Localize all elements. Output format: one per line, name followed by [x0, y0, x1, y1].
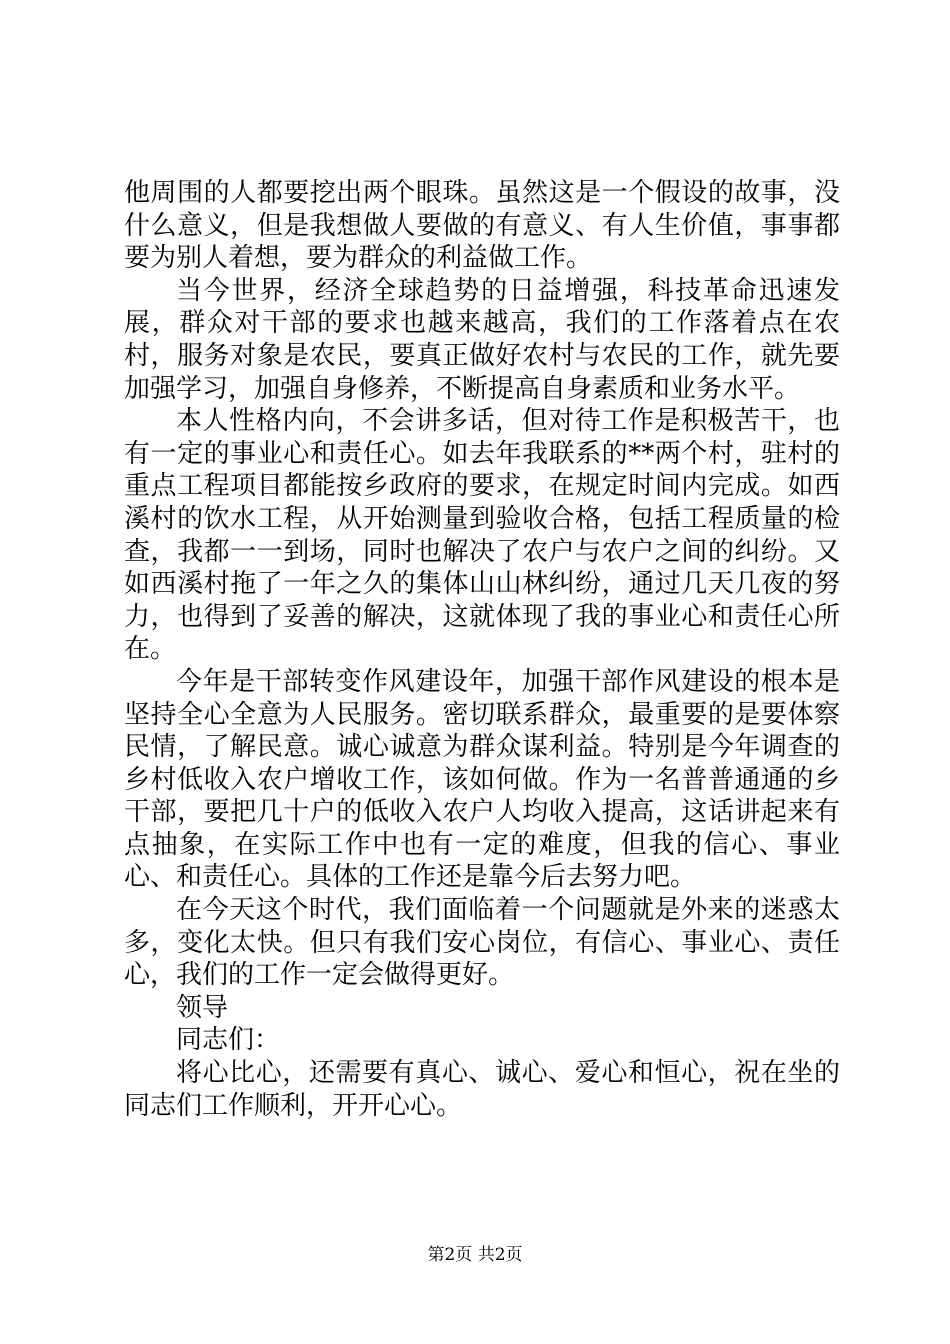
- closing-paragraph: 将心比心，还需要有真心、诚心、爱心和恒心，祝在坐的同志们工作顺利，开开心心。: [124, 1058, 840, 1121]
- document-body: [124, 177, 840, 1122]
- paragraph-2: 当今世界，经济全球趋势的日益增强，科技革命迅速发展，群众对干部的要求也越来越高，我们的工作落着点在农村，服务对象是农民，要真正做好农村与农民的工作，就先要加强学习，加强自身修养，不断提高自身素质和业务水平。: [124, 275, 840, 404]
- paragraph-3: 本人性格内向，不会讲多话，但对待工作是积极苦干，也有一定的事业心和责任心。如去年我联系的**两个村，驻村的重点工程项目都能按乡政府的要求，在规定时间内完成。如西溪村的饮水工程，从开始测量到验收合格，包括工程质量的检查，我都一一到场，同时也解决了农户与农户之间的纠纷。又如西溪村拖了一年之久的集体山山林纠纷，通过几天几夜的努力，也得到了妥善的解决，这就体现了我的事业心和责任心所在。: [124, 406, 840, 665]
- page-number-label: 第2页 共2页: [427, 1245, 523, 1265]
- paragraph-4: 今年是干部转变作风建设年，加强干部作风建设的根本是坚持全心全意为人民服务。密切联系群众，最重要的是要体察民情，了解民意。诚心诚意为群众谋利益。特别是今年调查的乡村低收入农户增收工作，该如何做。作为一名普普通通的乡干部，要把几十户的低收入农户人均收入提高，这话讲起来有点抽象，在实际工作中也有一定的难度，但我的信心、事业心、和责任心。具体的工作还是靠今后去努力吧。: [124, 666, 840, 893]
- salutation-leaders: 领导: [176, 992, 229, 1023]
- page-footer: [0, 1244, 950, 1266]
- paragraph-5: 在今天这个时代，我们面临着一个问题就是外来的迷惑太多，变化太快。但只有我们安心岗位，有信心、事业心、责任心，我们的工作一定会做得更好。: [124, 895, 840, 991]
- salutation-comrades: 同志们：: [176, 1025, 281, 1056]
- paragraph-1: 他周围的人都要挖出两个眼珠。虽然这是一个假设的故事，没什么意义，但是我想做人要做的有意义、有人生价值，事事都要为别人着想，要为群众的利益做工作。: [124, 178, 840, 274]
